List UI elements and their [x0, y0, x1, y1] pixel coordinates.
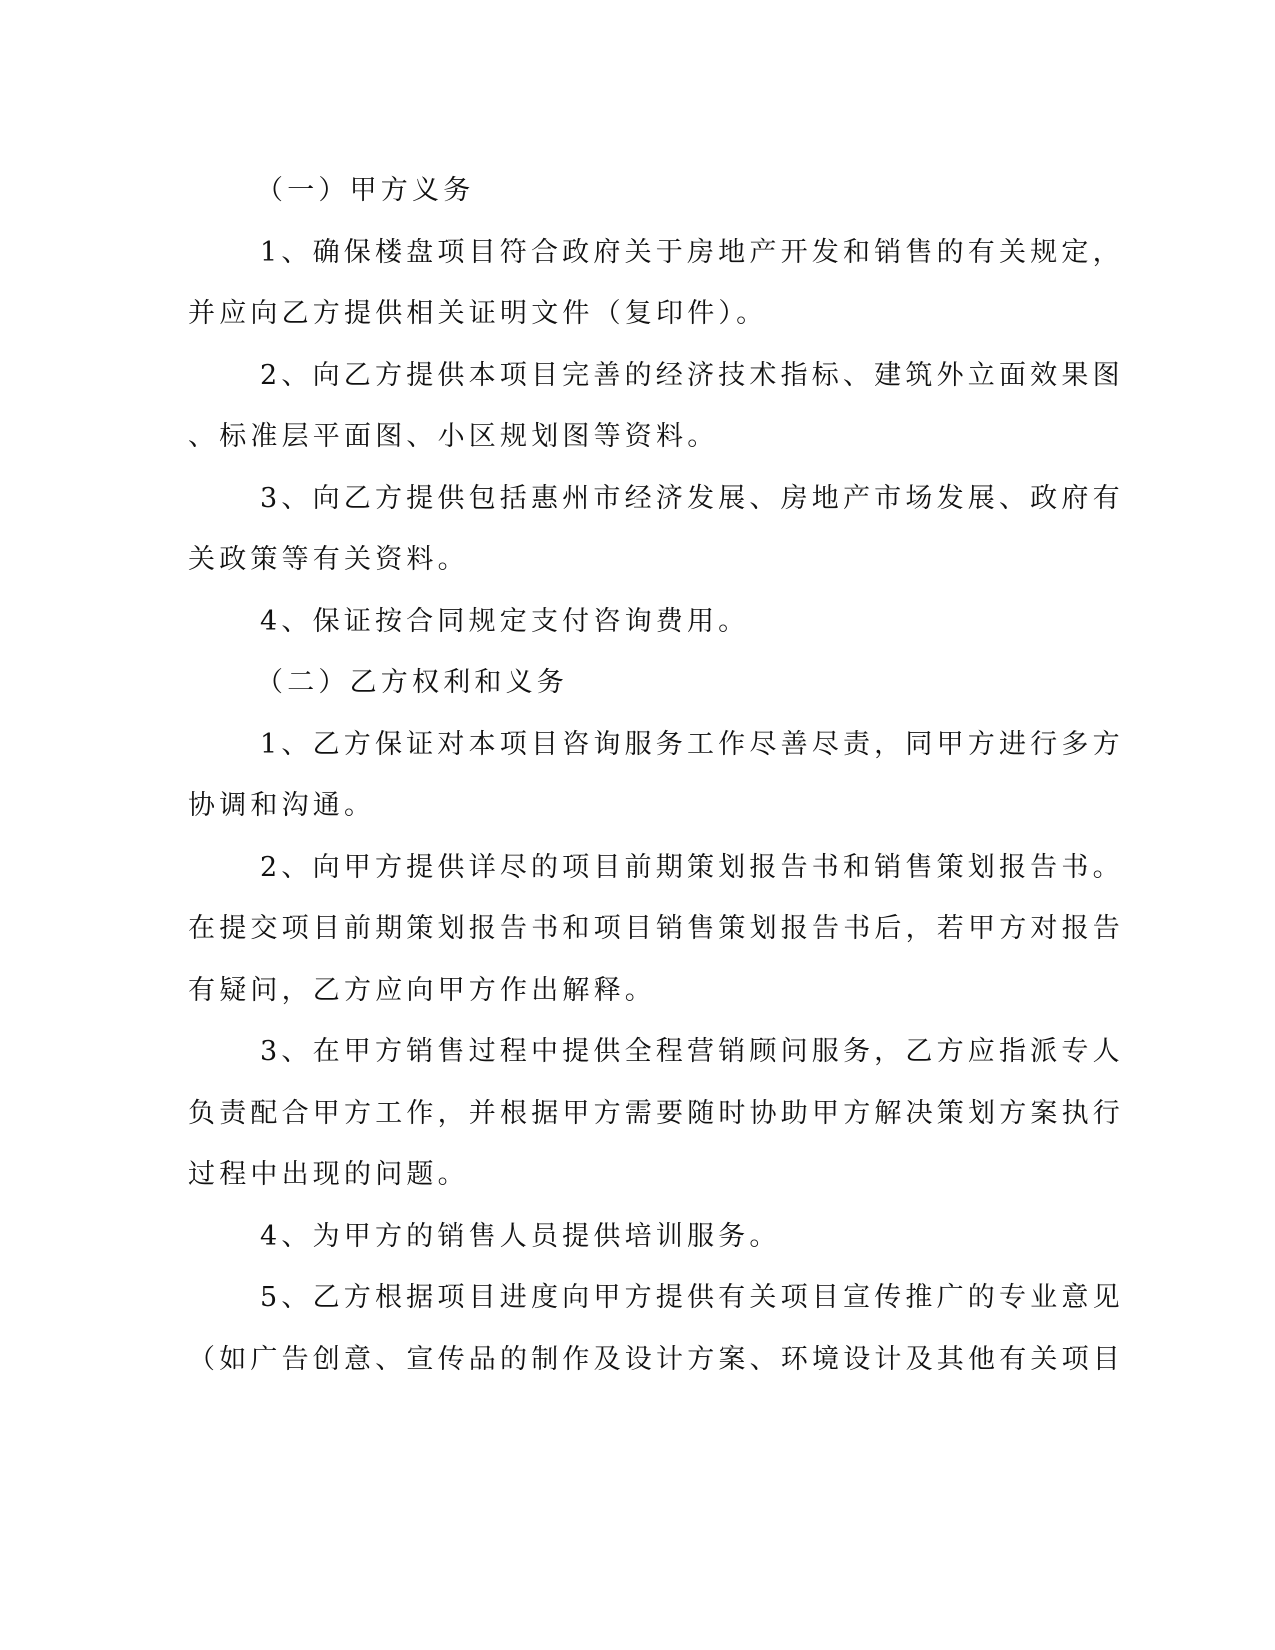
section-heading-party-b-rights-obligations: （二）乙方权利和义务 [256, 667, 568, 698]
paragraph-line: 过程中出现的问题。 [188, 1159, 469, 1190]
document-body [188, 160, 1124, 1390]
paragraph-line: 并应向乙方提供相关证明文件（复印件）。 [188, 298, 768, 329]
paragraph-line: 、标准层平面图、小区规划图等资料。 [188, 421, 719, 452]
paragraph-line: （如广告创意、宣传品的制作及设计方案、环境设计及其他有关项目 [188, 1343, 1124, 1375]
paragraph-line: 1、确保楼盘项目符合政府关于房地产开发和销售的有关规定， [260, 236, 1124, 268]
paragraph-line: 在提交项目前期策划报告书和项目销售策划报告书后，若甲方对报告 [188, 913, 1124, 944]
section-heading-party-a-obligations: （一）甲方义务 [256, 175, 475, 206]
paragraph-line: 4、为甲方的销售人员提供培训服务。 [260, 1220, 781, 1252]
paragraph-line: 2、向乙方提供本项目完善的经济技术指标、建筑外立面效果图 [260, 359, 1124, 391]
paragraph-line: 2、向甲方提供详尽的项目前期策划报告书和销售策划报告书。 [260, 851, 1124, 883]
paragraph-line: 协调和沟通。 [188, 790, 376, 821]
paragraph-line: 3、向乙方提供包括惠州市经济发展、房地产市场发展、政府有 [260, 482, 1124, 514]
paragraph-line: 5、乙方根据项目进度向甲方提供有关项目宣传推广的专业意见 [260, 1282, 1124, 1313]
paragraph-line: 1、乙方保证对本项目咨询服务工作尽善尽责，同甲方进行多方 [260, 728, 1124, 760]
paragraph-line: 3、在甲方销售过程中提供全程营销顾问服务，乙方应指派专人 [260, 1036, 1124, 1067]
paragraph-line: 关政策等有关资料。 [188, 544, 469, 575]
paragraph-line: 4、保证按合同规定支付咨询费用。 [260, 605, 750, 637]
paragraph-line: 有疑问，乙方应向甲方作出解释。 [188, 974, 656, 1006]
paragraph-line: 负责配合甲方工作，并根据甲方需要随时协助甲方解决策划方案执行 [188, 1097, 1124, 1129]
